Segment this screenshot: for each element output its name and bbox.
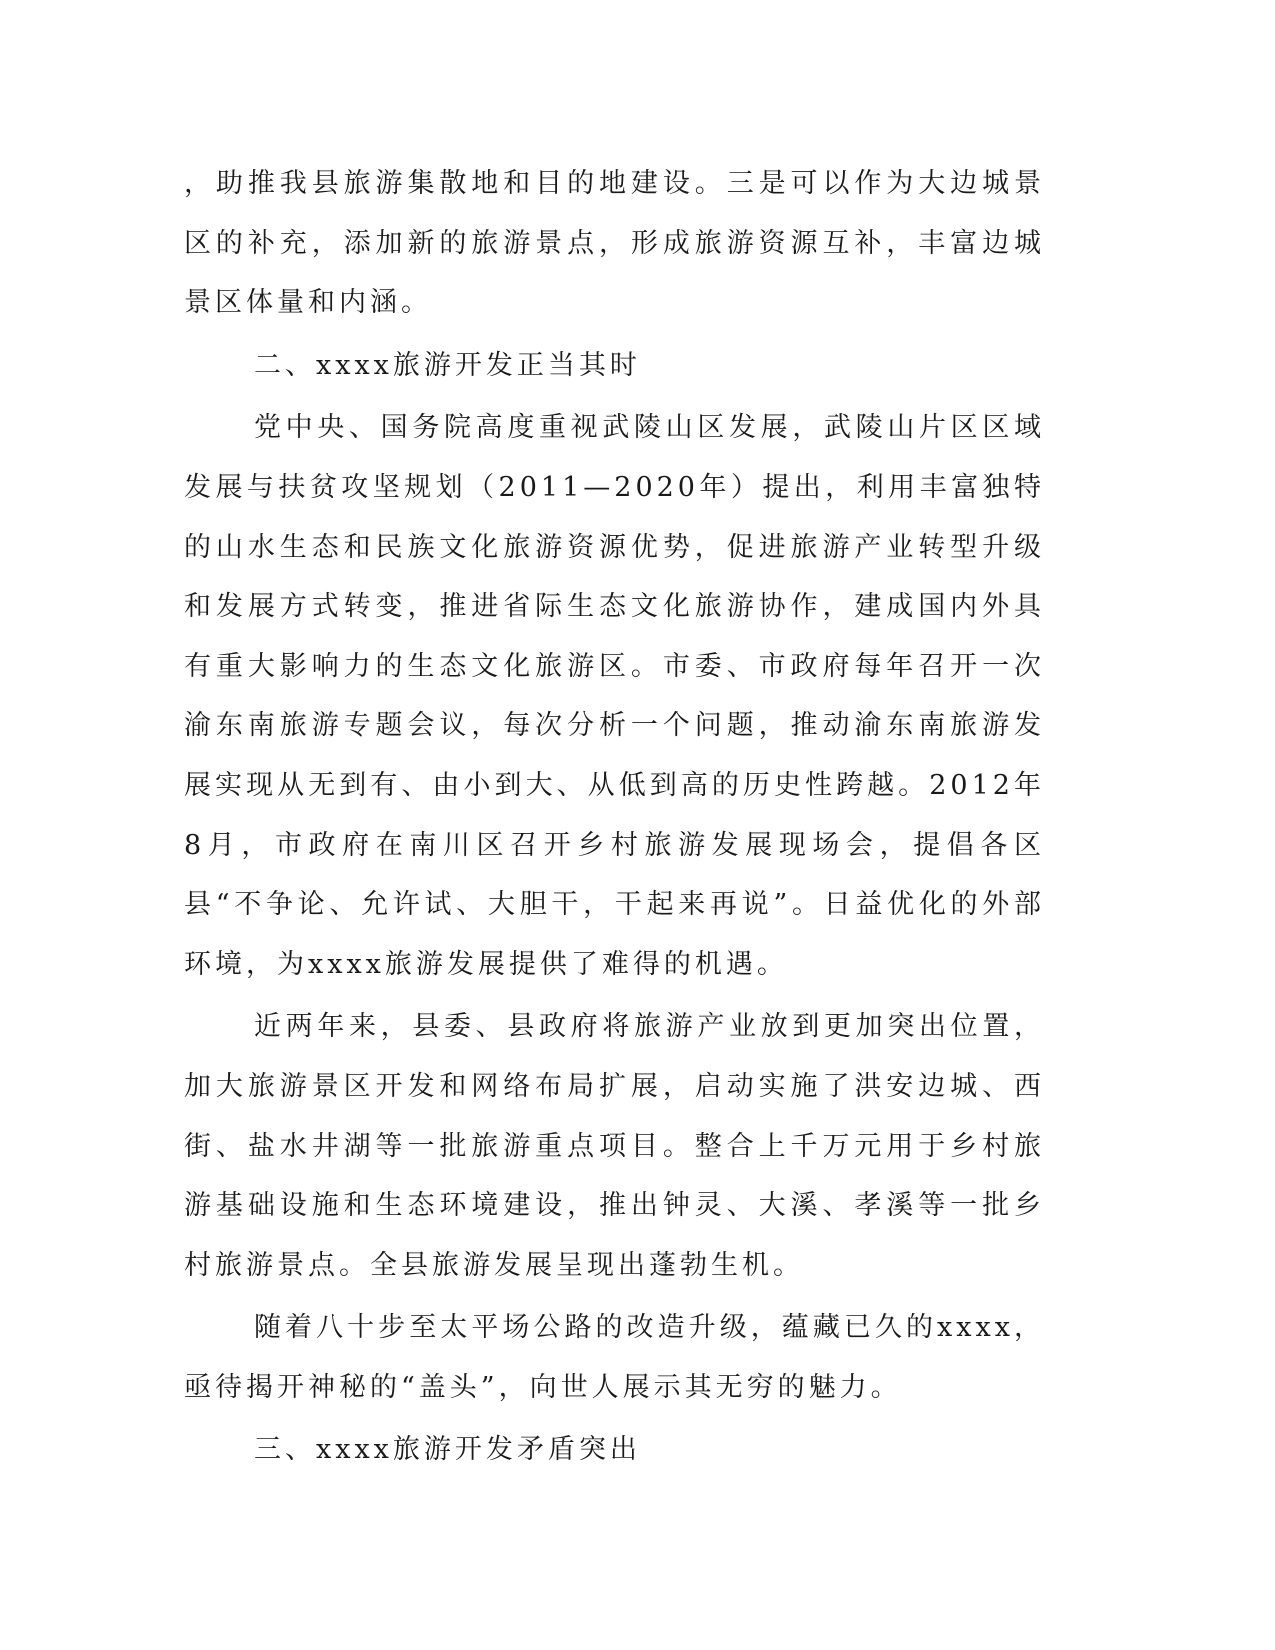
paragraph-continuation: ，助推我县旅游集散地和目的地建设。三是可以作为大边城景区的补充，添加新的旅游景点，形成旅游资源互补，丰富边城景区体量和内涵。 bbox=[184, 168, 1045, 319]
section-heading-2: 二、xxxx旅游开发正当其时 bbox=[254, 349, 641, 381]
paragraph-policy: 党中央、国务院高度重视武陵山区发展，武陵山片区区域发展与扶贫攻坚规划（2011—2020年）提出，利用丰富独特的山水生态和民族文化旅游资源优势，促进旅游产业转型升级和发展方式转变，推进省际生态文化旅游协作，建成国内外具有重大影响力的生态文化旅游区。市委、市政府每年召开一次渝东南旅游专题会议，每次分析一个问题，推动渝东南旅游发展实现从无到有、由小到大、从低到高的历史性跨越。2012年8月，市政府在南川区召开乡村旅游发展现场会，提倡各区县“不争论、允许试、大胆干，干起来再说”。日益优化的外部环境，为xxxx旅游发展提供了难得的机遇。 bbox=[184, 412, 1045, 980]
paragraph-road-upgrade: 随着八十步至太平场公路的改造升级，蕴藏已久的xxxx，亟待揭开神秘的“盖头”，向世人展示其无穷的魅力。 bbox=[184, 1312, 1045, 1403]
paragraph-county-development: 近两年来，县委、县政府将旅游产业放到更加突出位置，加大旅游景区开发和网络布局扩展，启动实施了洪安边城、西街、盐水井湖等一批旅游重点项目。整合上千万元用于乡村旅游基础设施和生态环境建设，推出钟灵、大溪、孝溪等一批乡村旅游景点。全县旅游发展呈现出蓬勃生机。 bbox=[184, 1011, 1045, 1281]
section-heading-3: 三、xxxx旅游开发矛盾突出 bbox=[254, 1434, 641, 1466]
